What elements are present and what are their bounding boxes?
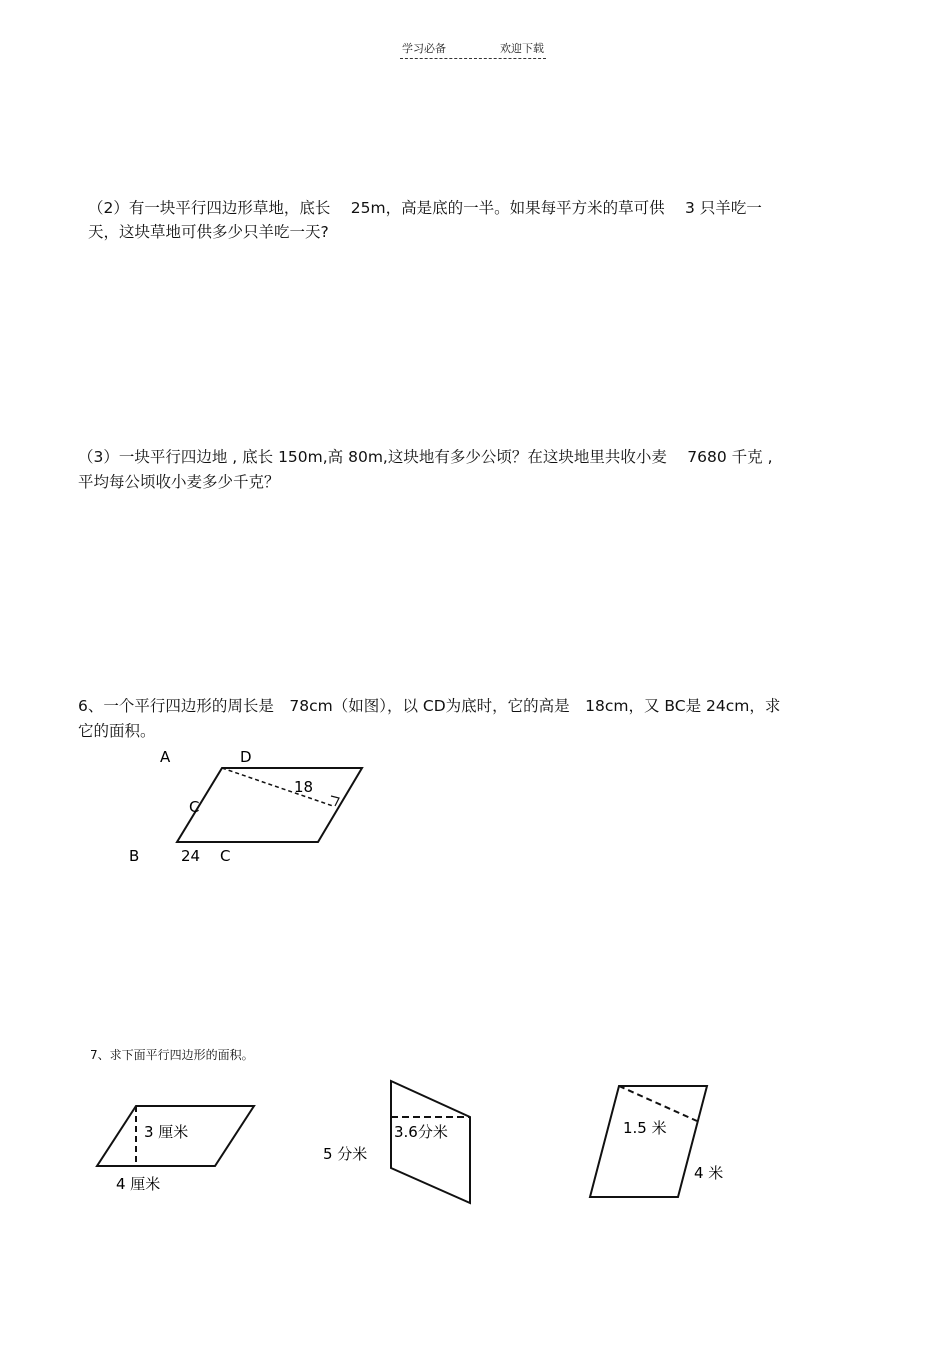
q6-line-1: 6、一个平行四边形的周长是 78cm（如图），以 CD为底时，它的高是 18cm，又 BC是 24cm，求 (78, 697, 781, 715)
q6-right-angle-mark (331, 796, 339, 806)
q7-figure-2 (323, 1081, 470, 1203)
q6-parallelogram (177, 768, 362, 842)
q2-line-2: 天，这块草地可供多少只羊吃一天? (88, 223, 329, 241)
q6-label-b: B (129, 847, 140, 865)
header-right-text: 欢迎下载 (500, 42, 544, 55)
q6-label-base: 24 (181, 847, 201, 865)
q6-height-line (222, 768, 333, 806)
q2-line-1: （2）有一块平行四边形草地，底长 25m，高是底的一半。如果每平方米的草可供 3 只羊吃一 (88, 199, 762, 217)
q6-label-c-left: C (189, 798, 200, 816)
header-left-text: 学习必备 (402, 42, 446, 55)
q7-fig3-base-label: 4 米 (694, 1164, 724, 1182)
q6-label-d: D (240, 748, 252, 766)
q6-label-a: A (160, 748, 171, 766)
q6-label-height: 18 (294, 778, 314, 796)
q7-fig2-parallelogram (391, 1081, 470, 1203)
q7-fig2-base-label: 5 分米 (323, 1145, 368, 1163)
q7-fig3-height-line (619, 1086, 697, 1121)
q3-line-2: 平均每公顷收小麦多少千克？ (78, 473, 280, 491)
q7-fig3-parallelogram (590, 1086, 707, 1197)
q7-title: 7、求下面平行四边形的面积。 (90, 1048, 254, 1062)
q3-line-1: （3）一块平行四边地 , 底长 150m,高 80m,这块地有多少公顷？在这块地里共收小麦 7680 千克 , (78, 448, 773, 466)
q6-parallelogram-figure (129, 748, 362, 865)
q6-label-c-bottom: C (220, 847, 231, 865)
q7-fig2-height-label: 3.6分米 (394, 1123, 448, 1141)
q7-fig1-base-label: 4 厘米 (116, 1175, 161, 1193)
q7-fig1-height-label: 3 厘米 (144, 1123, 189, 1141)
q7-figure-3 (590, 1086, 723, 1197)
q7-fig3-height-label: 1.5 米 (623, 1119, 667, 1137)
q6-line-2: 它的面积。 (78, 722, 156, 740)
q7-figure-1 (97, 1106, 254, 1193)
